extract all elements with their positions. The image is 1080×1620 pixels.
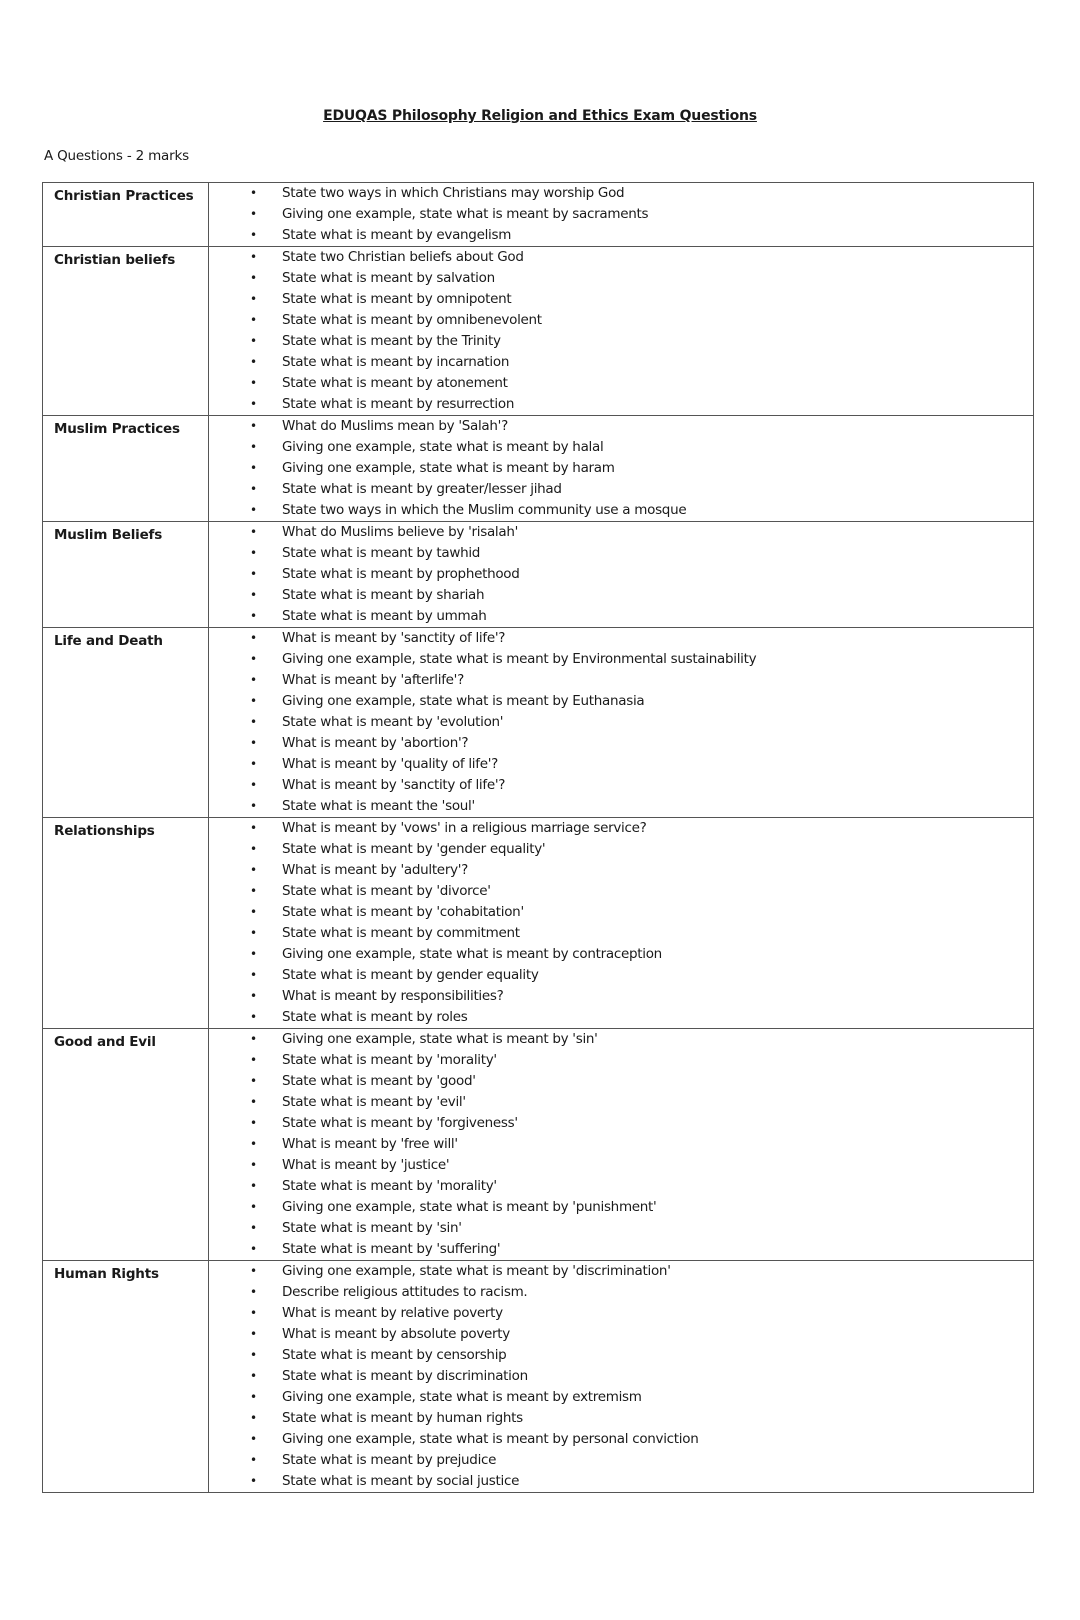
- question-item: • State two ways in which Christians may worship God: [209, 183, 1033, 204]
- question-item: • State what is meant by incarnation: [209, 352, 1033, 373]
- document-title: EDUQAS Philosophy Religion and Ethics Exam Questions: [323, 108, 757, 124]
- questions-cell: [209, 1029, 1034, 1261]
- question-item: • State what is meant by 'morality': [209, 1176, 1033, 1197]
- question-item: • State what is meant by 'divorce': [209, 881, 1033, 902]
- topic-label: Life and Death: [43, 628, 209, 818]
- topic-label: Muslim Beliefs: [43, 522, 209, 628]
- table-row: [43, 183, 1034, 247]
- question-item: • Giving one example, state what is meant by halal: [209, 437, 1033, 458]
- question-item: • Giving one example, state what is meant by 'punishment': [209, 1197, 1033, 1218]
- question-list: [209, 1261, 1033, 1492]
- question-list: [209, 183, 1033, 246]
- question-item: • What is meant by 'justice': [209, 1155, 1033, 1176]
- question-item: • State what is meant by 'gender equality': [209, 839, 1033, 860]
- question-item: • State what is meant by salvation: [209, 268, 1033, 289]
- questions-cell: [209, 416, 1034, 522]
- question-item: • State what is meant by prejudice: [209, 1450, 1033, 1471]
- question-item: • Giving one example, state what is meant by Euthanasia: [209, 691, 1033, 712]
- question-item: • State two ways in which the Muslim community use a mosque: [209, 500, 1033, 521]
- question-item: • State what is meant by the Trinity: [209, 331, 1033, 352]
- question-item: • Giving one example, state what is meant by contraception: [209, 944, 1033, 965]
- question-item: • State what is meant by censorship: [209, 1345, 1033, 1366]
- question-item: • Giving one example, state what is meant by 'discrimination': [209, 1261, 1033, 1282]
- question-item: • State two Christian beliefs about God: [209, 247, 1033, 268]
- table-row: [43, 628, 1034, 818]
- table-row: [43, 818, 1034, 1029]
- question-item: • State what is meant by greater/lesser jihad: [209, 479, 1033, 500]
- questions-cell: [209, 818, 1034, 1029]
- question-item: • State what is meant by resurrection: [209, 394, 1033, 415]
- question-item: • State what is meant by tawhid: [209, 543, 1033, 564]
- topic-label: Christian beliefs: [43, 247, 209, 416]
- question-item: • What do Muslims mean by 'Salah'?: [209, 416, 1033, 437]
- question-item: • What is meant by 'vows' in a religious marriage service?: [209, 818, 1033, 839]
- question-item: • What is meant by absolute poverty: [209, 1324, 1033, 1345]
- table-row: [43, 247, 1034, 416]
- topic-label: Good and Evil: [43, 1029, 209, 1261]
- question-list: [209, 628, 1033, 817]
- question-list: [209, 1029, 1033, 1260]
- question-item: • State what is meant by atonement: [209, 373, 1033, 394]
- question-item: • State what is meant by 'evil': [209, 1092, 1033, 1113]
- question-item: • State what is meant by discrimination: [209, 1366, 1033, 1387]
- table-row: [43, 416, 1034, 522]
- question-item: • State what is meant by 'good': [209, 1071, 1033, 1092]
- questions-cell: [209, 183, 1034, 247]
- question-list: [209, 416, 1033, 521]
- question-list: [209, 818, 1033, 1028]
- question-item: • Giving one example, state what is meant by haram: [209, 458, 1033, 479]
- question-item: • What is meant by relative poverty: [209, 1303, 1033, 1324]
- question-item: • Giving one example, state what is meant by Environmental sustainability: [209, 649, 1033, 670]
- question-item: • State what is meant by omnipotent: [209, 289, 1033, 310]
- question-item: • Giving one example, state what is meant by sacraments: [209, 204, 1033, 225]
- question-item: • What do Muslims believe by 'risalah': [209, 522, 1033, 543]
- question-item: • State what is meant by 'morality': [209, 1050, 1033, 1071]
- table-row: [43, 1261, 1034, 1493]
- question-list: [209, 522, 1033, 627]
- questions-table-body: [43, 183, 1034, 1493]
- question-item: • State what is meant by ummah: [209, 606, 1033, 627]
- questions-table: [42, 182, 1034, 1493]
- questions-cell: [209, 247, 1034, 416]
- topic-label: Relationships: [43, 818, 209, 1029]
- question-item: • State what is meant by roles: [209, 1007, 1033, 1028]
- question-item: • State what is meant by human rights: [209, 1408, 1033, 1429]
- question-item: • State what is meant the 'soul': [209, 796, 1033, 817]
- question-item: • State what is meant by commitment: [209, 923, 1033, 944]
- question-item: • What is meant by 'free will': [209, 1134, 1033, 1155]
- question-item: • State what is meant by shariah: [209, 585, 1033, 606]
- question-item: • State what is meant by prophethood: [209, 564, 1033, 585]
- question-item: • State what is meant by 'cohabitation': [209, 902, 1033, 923]
- question-list: [209, 247, 1033, 415]
- table-row: [43, 1029, 1034, 1261]
- section-subtitle: A Questions - 2 marks: [44, 148, 189, 164]
- question-item: • State what is meant by evangelism: [209, 225, 1033, 246]
- question-item: • Giving one example, state what is meant by 'sin': [209, 1029, 1033, 1050]
- question-item: • State what is meant by 'sin': [209, 1218, 1033, 1239]
- question-item: • What is meant by 'sanctity of life'?: [209, 628, 1033, 649]
- question-item: • What is meant by 'abortion'?: [209, 733, 1033, 754]
- question-item: • State what is meant by 'forgiveness': [209, 1113, 1033, 1134]
- question-item: • Describe religious attitudes to racism.: [209, 1282, 1033, 1303]
- question-item: • State what is meant by 'suffering': [209, 1239, 1033, 1260]
- topic-label: Christian Practices: [43, 183, 209, 247]
- question-item: • State what is meant by 'evolution': [209, 712, 1033, 733]
- questions-cell: [209, 522, 1034, 628]
- question-item: • What is meant by 'afterlife'?: [209, 670, 1033, 691]
- question-item: • What is meant by 'adultery'?: [209, 860, 1033, 881]
- table-row: [43, 522, 1034, 628]
- question-item: • What is meant by 'sanctity of life'?: [209, 775, 1033, 796]
- topic-label: Human Rights: [43, 1261, 209, 1493]
- question-item: • What is meant by 'quality of life'?: [209, 754, 1033, 775]
- question-item: • State what is meant by social justice: [209, 1471, 1033, 1492]
- topic-label: Muslim Practices: [43, 416, 209, 522]
- question-item: • Giving one example, state what is meant by personal conviction: [209, 1429, 1033, 1450]
- question-item: • State what is meant by gender equality: [209, 965, 1033, 986]
- questions-cell: [209, 628, 1034, 818]
- question-item: • State what is meant by omnibenevolent: [209, 310, 1033, 331]
- question-item: • Giving one example, state what is meant by extremism: [209, 1387, 1033, 1408]
- questions-cell: [209, 1261, 1034, 1493]
- question-item: • What is meant by responsibilities?: [209, 986, 1033, 1007]
